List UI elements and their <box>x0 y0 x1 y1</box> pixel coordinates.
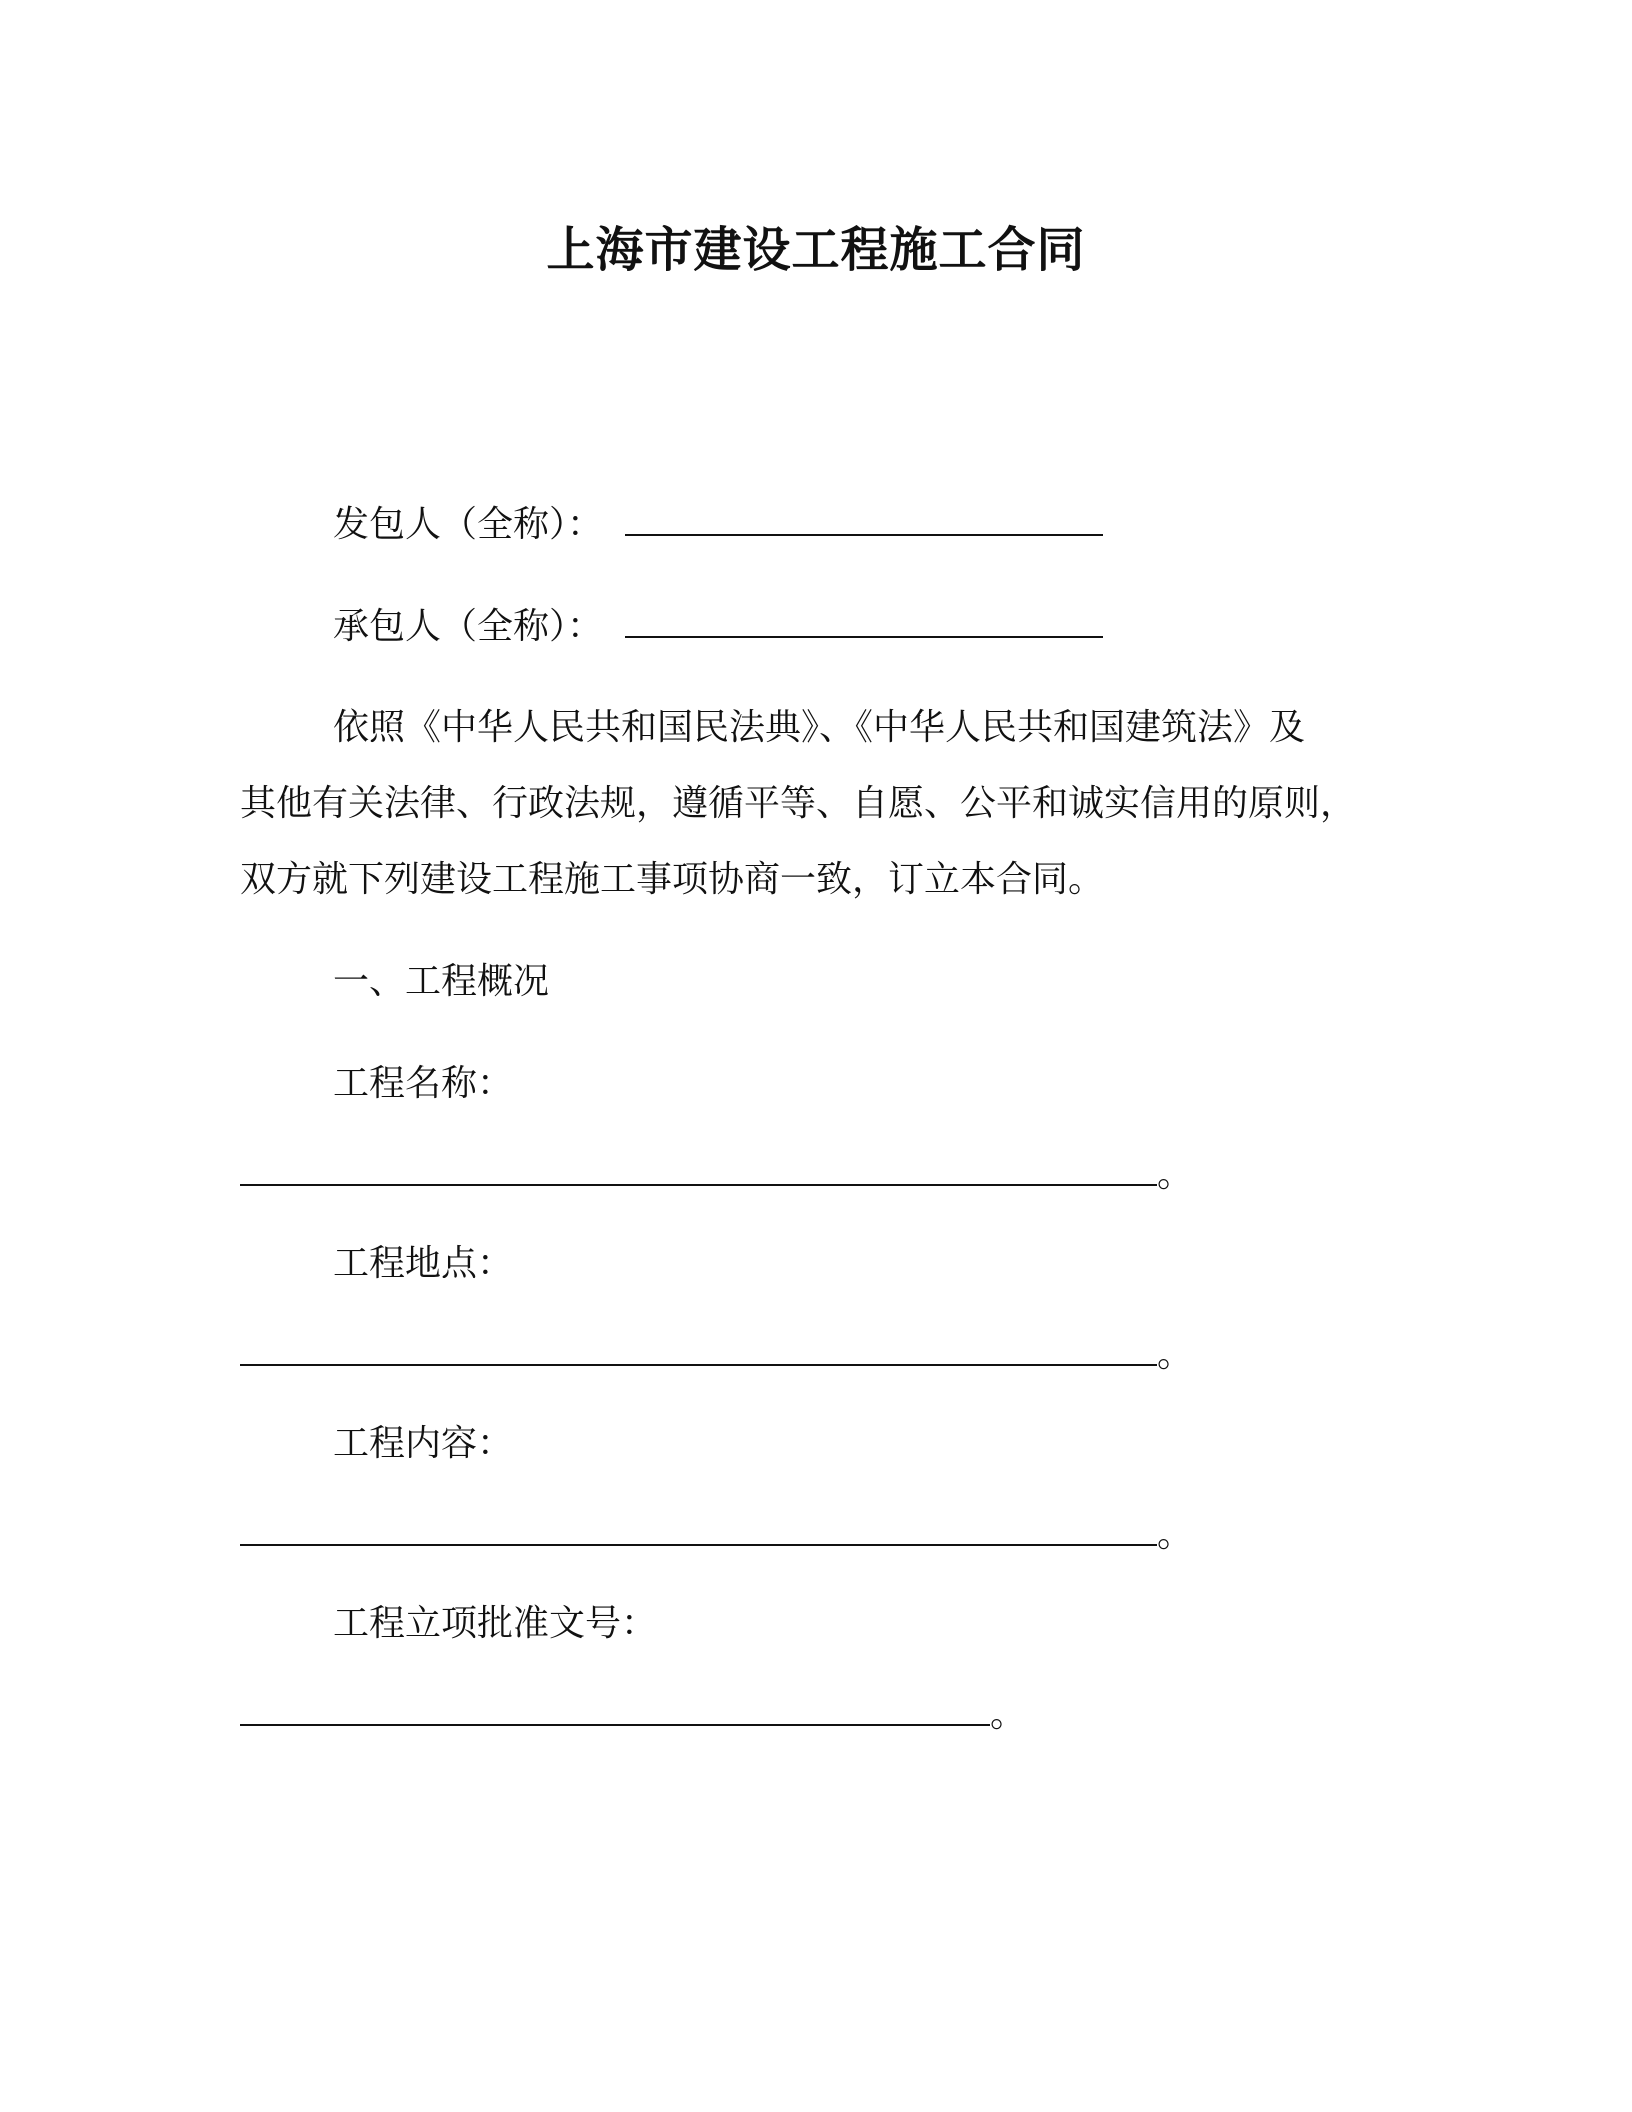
period: 。 <box>1157 1334 1194 1375</box>
preamble-line-1: 依照《中华人民共和国民法典》、《中华人民共和国建筑法》及 <box>333 707 1306 748</box>
project-name-line <box>240 1150 1193 1199</box>
approval-number-label: 工程立项批准文号： <box>333 1603 658 1644</box>
section-heading: 一、工程概况 <box>333 961 550 1002</box>
project-location-label: 工程地点： <box>333 1243 514 1284</box>
contractor-label: 承包人（全称）： <box>333 606 604 647</box>
approval-number-field[interactable] <box>240 1690 990 1726</box>
project-content-line <box>240 1510 1193 1559</box>
approval-number-line <box>240 1690 1026 1739</box>
period: 。 <box>990 1694 1027 1735</box>
period: 。 <box>1157 1514 1194 1555</box>
contractor-line <box>333 602 1103 651</box>
period: 。 <box>1157 1154 1194 1195</box>
contractor-name-field[interactable] <box>625 602 1103 638</box>
project-location-field[interactable] <box>240 1330 1157 1366</box>
project-name-field[interactable] <box>240 1150 1157 1186</box>
project-content-label: 工程内容： <box>333 1423 514 1464</box>
employer-line <box>333 500 1103 549</box>
project-location-line <box>240 1330 1193 1379</box>
project-name-label: 工程名称： <box>333 1063 514 1104</box>
employer-label: 发包人（全称）： <box>333 504 604 545</box>
preamble-line-3: 双方就下列建设工程施工事项协商一致，订立本合同。 <box>240 859 1105 900</box>
preamble-line-2: 其他有关法律、行政法规，遵循平等、自愿、公平和诚实信用的原则， <box>240 783 1357 824</box>
project-content-field[interactable] <box>240 1510 1157 1546</box>
document-title: 上海市建设工程施工合同 <box>546 222 1086 278</box>
employer-name-field[interactable] <box>625 500 1103 536</box>
